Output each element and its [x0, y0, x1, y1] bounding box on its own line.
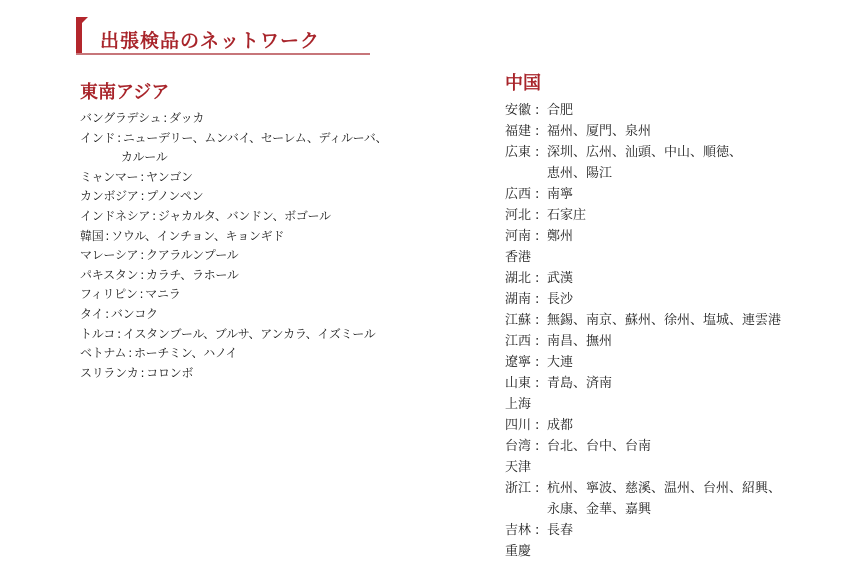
list-item: [505, 121, 825, 142]
list-item: [505, 373, 825, 394]
list-item: [505, 457, 825, 478]
list-item: [80, 246, 420, 266]
province-name: 河北: [505, 208, 532, 223]
province-name: 浙江: [505, 481, 532, 496]
province-name: 湖北: [505, 271, 532, 286]
city-line: 石家庄: [547, 208, 587, 223]
city-line: 福州、厦門、泉州: [547, 124, 652, 139]
country-name: タイ: [80, 306, 104, 321]
city-list: [547, 520, 573, 541]
province-name: 広西: [505, 187, 532, 202]
city-line: ヤンゴン: [146, 169, 193, 184]
list-item: [80, 266, 420, 286]
province-name: 台湾: [505, 439, 532, 454]
separator: :: [535, 229, 540, 244]
city-list: [146, 168, 193, 188]
city-list: [145, 285, 180, 305]
city-line: 深圳、広州、汕頭、中山、順徳、: [547, 145, 743, 160]
list-item: [80, 344, 420, 364]
separator: :: [139, 287, 144, 302]
list-item: [505, 226, 825, 247]
header-underline: [76, 53, 370, 55]
city-line: ニューデリー、ムンバイ、セーレム、ディルーバ、: [122, 130, 388, 145]
city-line: 武漢: [547, 271, 574, 286]
city-line: 恵州、陽江: [547, 166, 613, 181]
separator: :: [535, 523, 540, 538]
separator: :: [140, 248, 145, 263]
city-line: クアラルンプール: [146, 248, 239, 263]
separator: :: [535, 376, 540, 391]
city-list: [120, 129, 388, 168]
country-name: 韓国: [80, 228, 104, 243]
province-name: 四川: [505, 418, 532, 433]
separator: :: [535, 292, 540, 307]
city-line: ジャカルタ、バンドン、ボゴール: [157, 208, 331, 223]
list-item: [80, 285, 420, 305]
city-list: [158, 207, 331, 227]
city-list: [547, 142, 742, 184]
list-item: [505, 415, 825, 436]
separator: :: [535, 439, 540, 454]
city-list: [547, 478, 781, 520]
country-name: スリランカ: [80, 365, 139, 380]
city-line: 杭州、寧波、慈溪、温州、台州、紹興、: [547, 481, 782, 496]
province-name: 安徽: [505, 103, 532, 118]
china-heading: 中国: [505, 73, 541, 94]
city-list: [146, 187, 203, 207]
province-name: 遼寧: [505, 355, 532, 370]
city-list: [169, 109, 204, 129]
china-list: [505, 100, 825, 562]
country-name: バングラデシュ: [80, 111, 162, 125]
province-name: 重慶: [505, 544, 532, 559]
separator: :: [535, 418, 540, 433]
southeast-asia-heading: 東南アジア: [80, 82, 170, 103]
page-header: [76, 17, 370, 57]
list-item: [505, 541, 825, 562]
city-list: [134, 344, 237, 364]
city-line: 青島、済南: [547, 376, 613, 391]
separator: :: [535, 103, 540, 118]
list-item: [505, 142, 825, 184]
province-name: 江西: [505, 334, 532, 349]
city-list: [547, 331, 612, 352]
city-list: [123, 325, 376, 345]
separator: :: [140, 169, 145, 184]
city-list: [146, 266, 239, 286]
city-list: [547, 205, 586, 226]
separator: :: [163, 111, 167, 125]
city-line: コロンボ: [146, 365, 194, 380]
separator: :: [535, 271, 540, 286]
list-item: [505, 436, 825, 457]
list-item: [80, 364, 420, 384]
separator: :: [128, 346, 132, 361]
list-item: [505, 331, 825, 352]
country-name: インド: [80, 130, 116, 145]
city-list: [111, 227, 284, 247]
list-item: [505, 478, 825, 520]
separator: :: [140, 267, 145, 282]
country-name: フィリピン: [80, 287, 138, 302]
city-line: 成都: [547, 418, 574, 433]
city-line: プノンペン: [146, 189, 204, 204]
city-list: [547, 310, 781, 331]
city-line: 鄭州: [547, 229, 574, 244]
separator: :: [105, 306, 109, 321]
city-list: [547, 100, 573, 121]
city-list: [547, 436, 651, 457]
separator: :: [535, 355, 540, 370]
city-list: [547, 184, 573, 205]
city-list: [547, 121, 651, 142]
city-line: イスタンブール、ブルサ、アンカラ、イズミール: [122, 326, 376, 341]
list-item: [80, 305, 420, 325]
province-name: 湖南: [505, 292, 532, 307]
city-line: カラチ、ラホール: [146, 267, 239, 282]
country-name: パキスタン: [80, 267, 139, 282]
separator: :: [535, 208, 540, 223]
city-line: カルール: [120, 150, 168, 165]
city-list: [547, 289, 573, 310]
separator: :: [140, 189, 145, 204]
list-item: [505, 520, 825, 541]
list-item: [80, 187, 420, 207]
city-line: 長沙: [547, 292, 574, 307]
province-name: 広東: [505, 145, 532, 160]
country-name: トルコ: [80, 326, 116, 341]
province-name: 天津: [505, 460, 532, 475]
province-name: 上海: [505, 397, 532, 412]
separator: :: [152, 208, 156, 223]
southeast-asia-list: [80, 109, 420, 383]
list-item: [505, 289, 825, 310]
city-line: 長春: [547, 523, 574, 538]
city-list: [146, 364, 193, 384]
city-line: ダッカ: [168, 111, 205, 125]
list-item: [80, 207, 420, 227]
city-list: [547, 373, 612, 394]
city-line: ソウル、インチョン、キョンギド: [111, 228, 285, 243]
city-list: [547, 352, 573, 373]
separator: :: [535, 481, 540, 496]
list-item: [80, 325, 420, 345]
list-item: [505, 184, 825, 205]
header-accent-bar: [76, 17, 82, 55]
separator: :: [105, 228, 110, 243]
city-line: 大連: [547, 355, 574, 370]
list-item: [505, 268, 825, 289]
province-name: 福建: [505, 124, 532, 139]
city-list: [547, 268, 573, 289]
country-name: ミャンマー: [80, 169, 139, 184]
province-name: 山東: [505, 376, 532, 391]
city-line: 台北、台中、台南: [547, 439, 652, 454]
list-item: [505, 352, 825, 373]
list-item: [505, 310, 825, 331]
province-name: 香港: [505, 250, 532, 265]
country-name: マレーシア: [80, 248, 139, 263]
city-line: マニラ: [145, 287, 181, 302]
city-list: [547, 415, 573, 436]
separator: :: [535, 145, 540, 160]
list-item: [80, 227, 420, 247]
country-name: インドネシア: [80, 208, 151, 223]
city-list: [547, 226, 573, 247]
city-line: バンコク: [110, 306, 158, 321]
southeast-asia-section: [80, 81, 420, 383]
city-list: [146, 246, 238, 266]
province-name: 河南: [505, 229, 532, 244]
city-line: 合肥: [547, 103, 574, 118]
country-name: カンボジア: [80, 189, 139, 204]
separator: :: [535, 124, 540, 139]
list-item: [80, 168, 420, 188]
list-item: [505, 100, 825, 121]
city-line: 無錫、南京、蘇州、徐州、塩城、連雲港: [547, 313, 782, 328]
page-title: 出張検品のネットワーク: [100, 30, 321, 52]
country-name: ベトナム: [80, 346, 127, 361]
list-item: [80, 109, 420, 129]
list-item: [80, 129, 420, 168]
city-line: 南昌、撫州: [547, 334, 613, 349]
city-list: [111, 305, 158, 325]
separator: :: [535, 187, 540, 202]
separator: :: [140, 365, 145, 380]
list-item: [505, 205, 825, 226]
separator: :: [535, 334, 540, 349]
separator: :: [117, 130, 121, 145]
city-line: 南寧: [547, 187, 574, 202]
separator: :: [535, 313, 540, 328]
china-section: [505, 72, 825, 562]
province-name: 吉林: [505, 523, 532, 538]
list-item: [505, 247, 825, 268]
separator: :: [117, 326, 121, 341]
city-line: ホーチミン、ハノイ: [133, 346, 238, 361]
list-item: [505, 394, 825, 415]
city-line: 永康、金華、嘉興: [547, 502, 652, 517]
province-name: 江蘇: [505, 313, 532, 328]
